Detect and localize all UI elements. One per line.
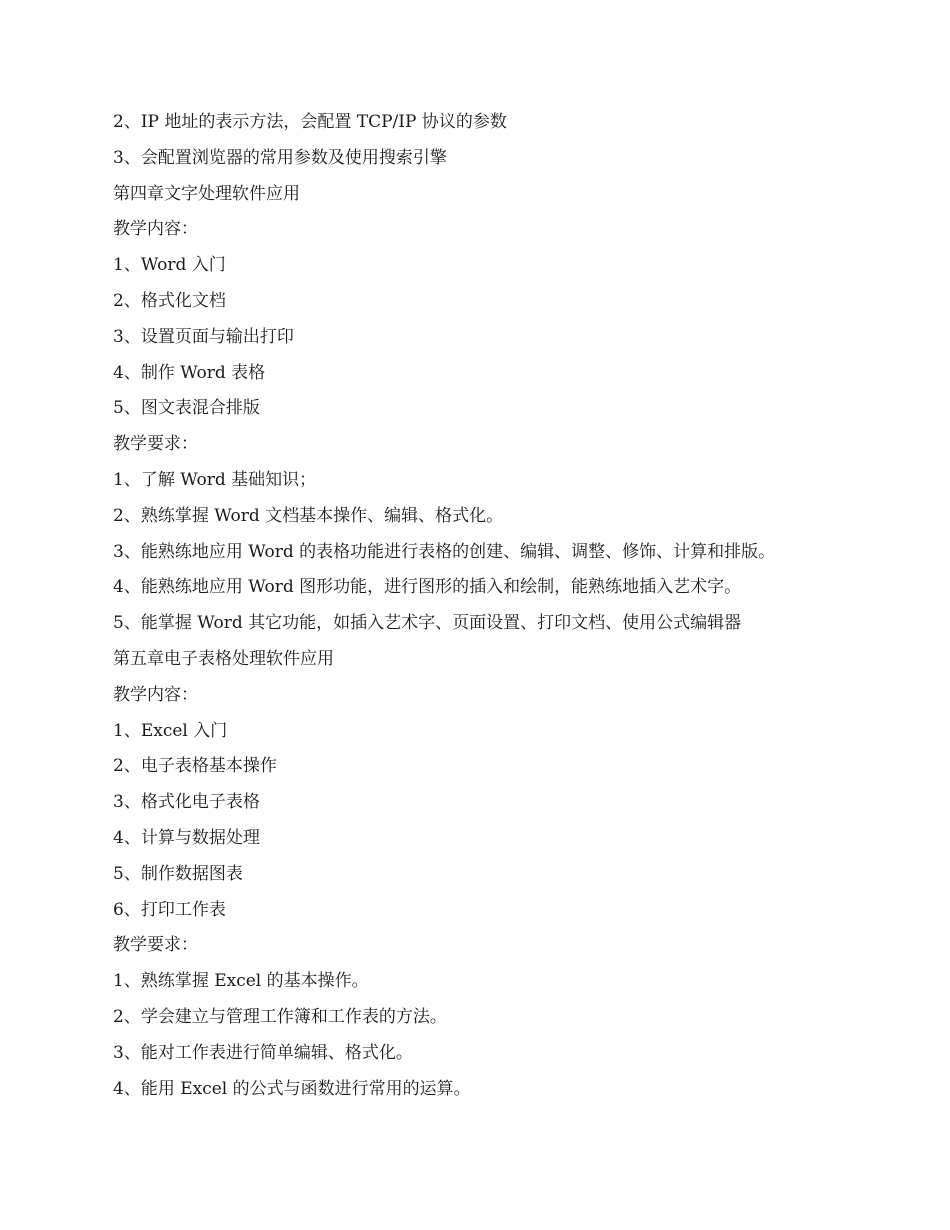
list-item: 1、了解 Word 基础知识； [113,469,317,490]
section-label: 教学要求： [113,434,198,455]
list-item: 6、打印工作表 [113,899,226,920]
section-label: 教学内容： [113,219,198,240]
text-line: 3、会配置浏览器的常用参数及使用搜索引擎 [113,147,447,168]
list-item: 4、能用 Excel 的公式与函数进行常用的运算。 [113,1078,471,1099]
chapter-heading: 第四章文字处理软件应用 [113,183,300,204]
list-item: 3、能对工作表进行简单编辑、格式化。 [113,1042,413,1063]
list-item: 5、图文表混合排版 [113,398,260,419]
list-item: 2、学会建立与管理工作簿和工作表的方法。 [113,1006,447,1027]
list-item: 1、熟练掌握 Excel 的基本操作。 [113,971,369,992]
list-item: 2、格式化文档 [113,290,226,311]
chapter-heading: 第五章电子表格处理软件应用 [113,648,334,669]
section-label: 教学要求： [113,935,198,956]
list-item: 3、格式化电子表格 [113,792,260,813]
list-item: 2、电子表格基本操作 [113,756,277,777]
text-line: 2、IP 地址的表示方法，会配置 TCP/IP 协议的参数 [113,112,507,132]
list-item: 2、熟练掌握 Word 文档基本操作、编辑、格式化。 [113,505,504,526]
list-item: 3、设置页面与输出打印 [113,326,294,347]
list-item: 4、计算与数据处理 [113,827,260,848]
list-item: 1、Excel 入门 [113,720,228,741]
document-body [113,105,913,1107]
list-item: 5、能掌握 Word 其它功能，如插入艺术字、页面设置、打印文档、使用公式编辑器 [113,613,742,634]
list-item: 4、能熟练地应用 Word 图形功能，进行图形的插入和绘制，能熟练地插入艺术字。 [113,577,742,598]
list-item: 4、制作 Word 表格 [113,362,266,383]
list-item: 5、制作数据图表 [113,863,243,884]
section-label: 教学内容： [113,684,198,705]
list-item: 3、能熟练地应用 Word 的表格功能进行表格的创建、编辑、调整、修饰、计算和排版。 [113,541,776,562]
list-item: 1、Word 入门 [113,255,226,276]
